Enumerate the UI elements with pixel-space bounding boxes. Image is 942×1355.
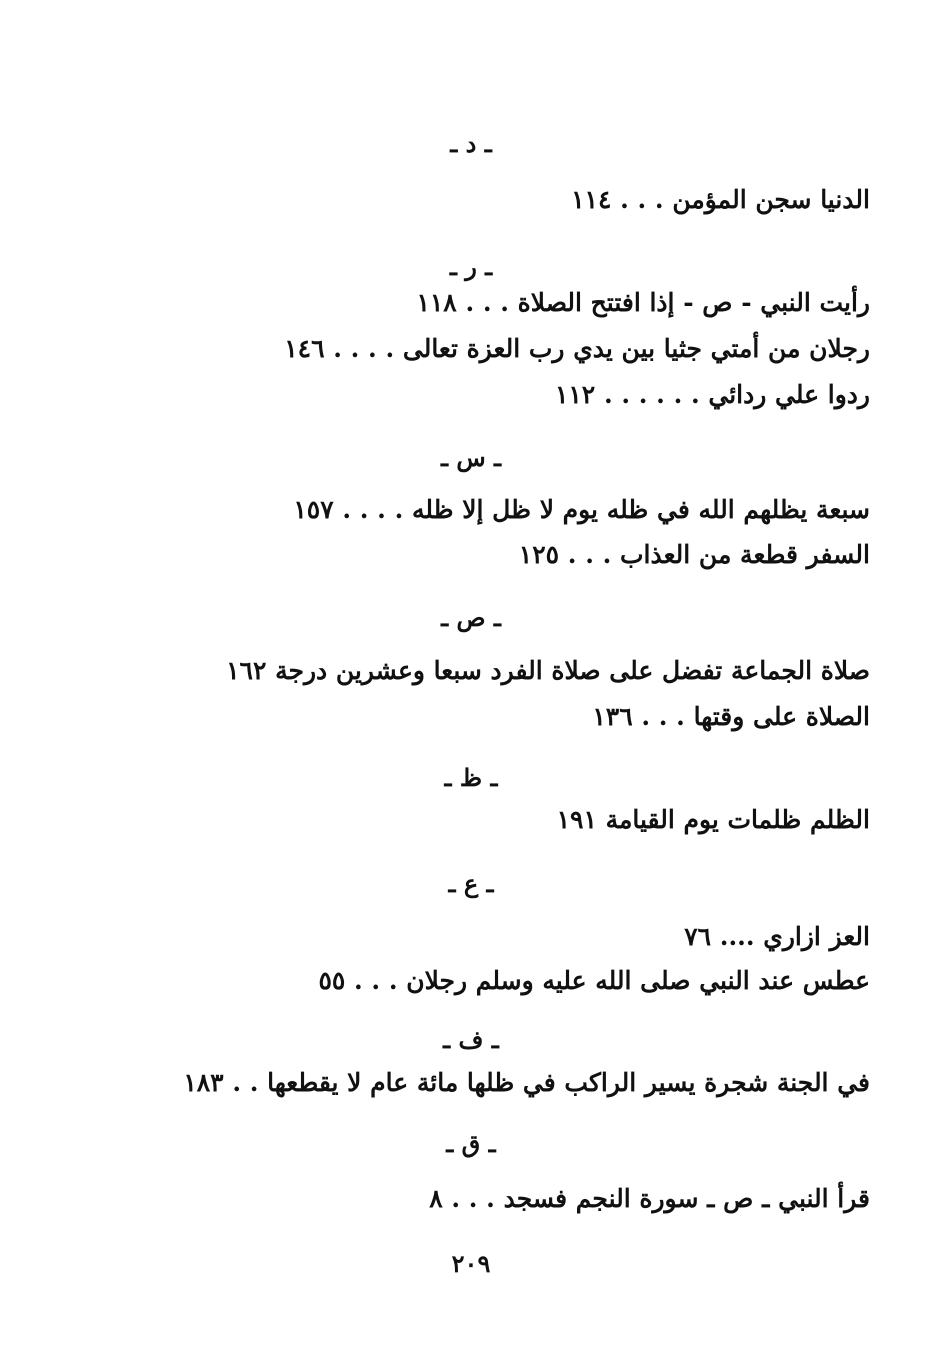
index-entry: رأيت النبي - ص - إذا افتتح الصلاة . . . ١١٨ (416, 288, 870, 317)
index-entry: العز ازاري .... ٧٦ (684, 922, 870, 951)
index-entry: قرأ النبي ـ ص ـ سورة النجم فسجد . . . ٨ (429, 1184, 870, 1213)
index-entry: في الجنة شجرة يسير الراكب في ظلها مائة عام لا يقطعها . . ١٨٣ (183, 1068, 870, 1097)
section-heading-za: ـ ظ ـ (444, 763, 498, 792)
index-entry: ردوا علي ردائي . . . . . . ١١٢ (554, 380, 870, 409)
index-entry: الدنيا سجن المؤمن . . . ١١٤ (571, 185, 870, 214)
page-number: ٢٠٩ (451, 1249, 491, 1278)
index-entry: عطس عند النبي صلى الله عليه وسلم رجلان . . . ٥٥ (318, 966, 870, 995)
section-heading-ra: ـ ر ـ (449, 252, 493, 281)
index-entry: رجلان من أمتي جثيا بين يدي رب العزة تعالى . . . . ١٤٦ (284, 334, 870, 363)
index-entry: سبعة يظلهم الله في ظله يوم لا ظل إلا ظله . . . . ١٥٧ (293, 495, 870, 524)
section-heading-fa: ـ ف ـ (443, 1025, 499, 1054)
index-entry: السفر قطعة من العذاب . . . ١٢٥ (518, 540, 870, 569)
section-heading-qaf: ـ ق ـ (446, 1129, 496, 1158)
section-heading-ain: ـ ع ـ (448, 869, 494, 898)
section-heading-dal: ـ د ـ (450, 129, 492, 158)
index-entry: الظلم ظلمات يوم القيامة ١٩١ (556, 805, 870, 834)
section-heading-sin: ـ س ـ (440, 443, 502, 472)
section-heading-sad: ـ ص ـ (441, 603, 501, 632)
index-entry: الصلاة على وقتها . . . ١٣٦ (592, 702, 870, 731)
index-entry: صلاة الجماعة تفضل على صلاة الفرد سبعا وعشرين درجة ١٦٢ (226, 656, 870, 685)
